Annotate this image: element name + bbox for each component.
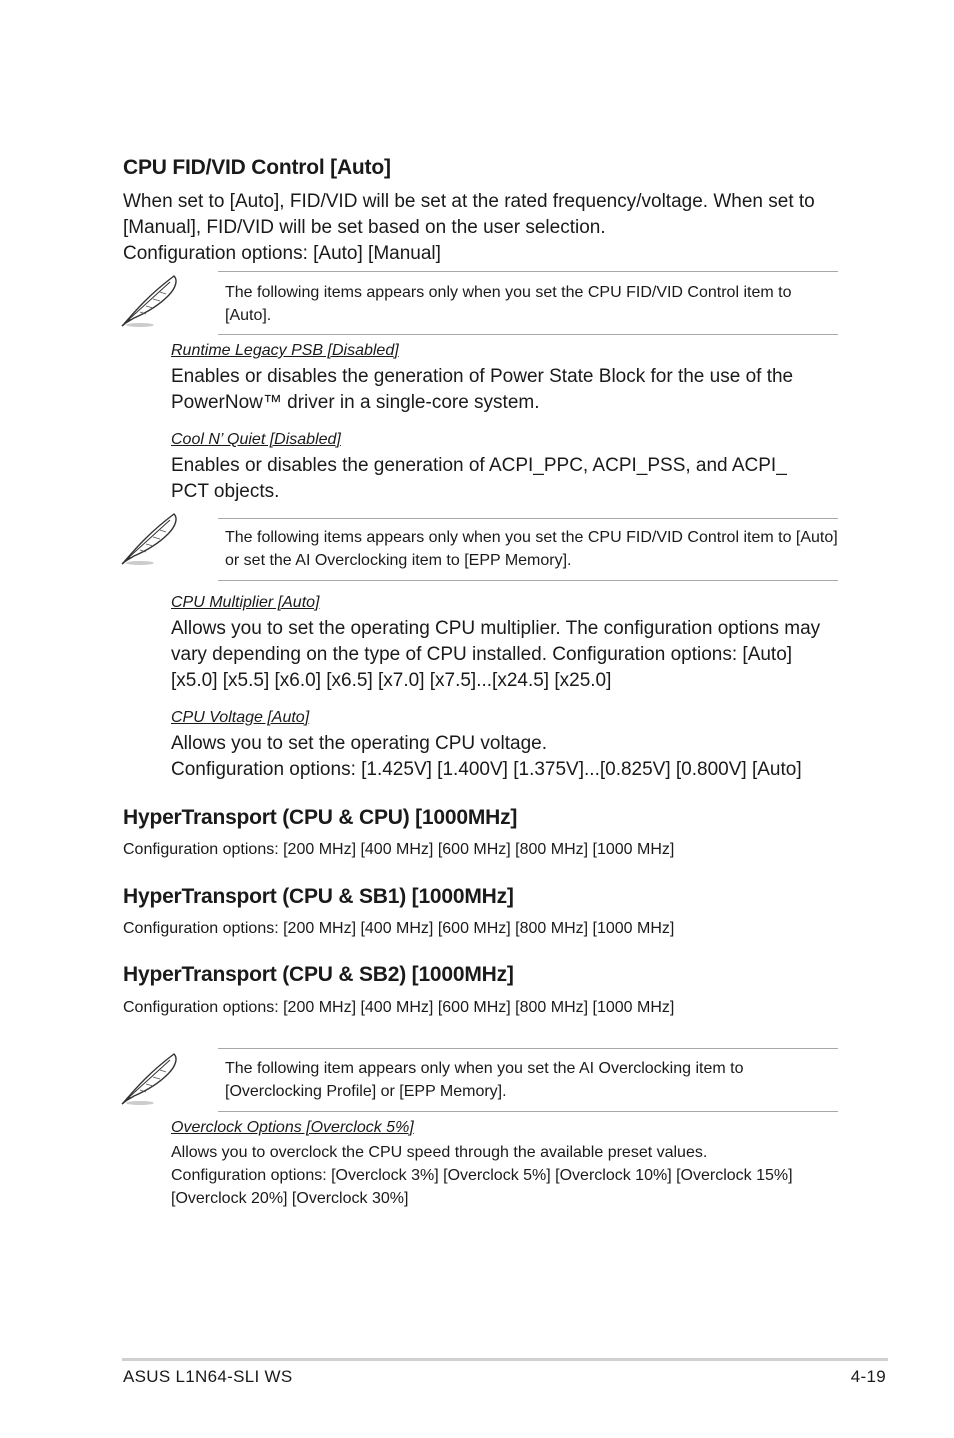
feather-quill-icon <box>120 272 182 328</box>
note-text-3: The following item appears only when you set the AI Overclocking item to [Overclocking Profile] or [EPP Memory]. <box>225 1060 744 1100</box>
overclock-description: Allows you to overclock the CPU speed through the available preset values. <box>171 1144 708 1161</box>
section-title-fidvid: CPU FID/VID Control [Auto] <box>123 156 391 179</box>
feather-quill-icon <box>120 1050 182 1106</box>
footer-page-number: 4-19 <box>850 1367 886 1386</box>
ht-cpu-cpu-options: Configuration options: [200 MHz] [400 MHz] [600 MHz] [800 MHz] [1000 MHz] <box>123 841 675 858</box>
fidvid-description: When set to [Auto], FID/VID will be set at the rated frequency/voltage. When set to [Manual], FID/VID will be set based on the user selection. <box>123 191 815 238</box>
note-rule-top <box>218 518 838 519</box>
cpu-voltage-options: Configuration options: [1.425V] [1.400V] [1.375V]...[0.825V] [0.800V] [Auto] <box>171 759 802 780</box>
subitem-title-overclock-options: Overclock Options [Overclock 5%] <box>171 1119 414 1136</box>
ht-cpu-sb2-options: Configuration options: [200 MHz] [400 MHz] [600 MHz] [800 MHz] [1000 MHz] <box>123 999 675 1016</box>
fidvid-options: Configuration options: [Auto] [Manual] <box>123 243 441 264</box>
note-text-1: The following items appears only when you set the CPU FID/VID Control item to [Auto]. <box>225 284 792 324</box>
section-title-ht-cpu-sb1: HyperTransport (CPU & SB1) [1000MHz] <box>123 885 514 908</box>
subitem-title-cpu-multiplier: CPU Multiplier [Auto] <box>171 594 320 611</box>
subitem-title-runtime-psb: Runtime Legacy PSB [Disabled] <box>171 342 399 359</box>
subitem-title-cpu-voltage: CPU Voltage [Auto] <box>171 709 310 726</box>
runtime-psb-description: Enables or disables the generation of Power State Block for the use of the PowerNow™ driver in a single-core system. <box>171 366 794 413</box>
note-rule-bottom <box>218 580 838 581</box>
footer-rule <box>122 1358 888 1361</box>
section-title-ht-cpu-sb2: HyperTransport (CPU & SB2) [1000MHz] <box>123 963 514 986</box>
ht-cpu-sb1-options: Configuration options: [200 MHz] [400 MHz] [600 MHz] [800 MHz] [1000 MHz] <box>123 920 675 937</box>
subitem-title-cool-n-quiet: Cool N’ Quiet [Disabled] <box>171 431 341 448</box>
note-rule-top <box>218 271 838 272</box>
overclock-options: Configuration options: [Overclock 3%] [Overclock 5%] [Overclock 10%] [Overclock 15%] [Overclock 20%] [Overclock 30%] <box>171 1167 793 1207</box>
note-rule-bottom <box>218 334 838 335</box>
cool-n-quiet-description: Enables or disables the generation of ACPI_PPC, ACPI_PSS, and ACPI_ PCT objects. <box>171 455 787 502</box>
feather-quill-icon <box>120 510 182 566</box>
note-rule-top <box>218 1048 838 1049</box>
note-rule-bottom <box>218 1111 838 1112</box>
note-text-2: The following items appears only when you set the CPU FID/VID Control item to [Auto] or set the AI Overclocking item to [EPP Memory]. <box>225 529 838 569</box>
cpu-multiplier-description: Allows you to set the operating CPU multiplier. The configuration options may vary depending on the type of CPU installed. Configuration options: [Auto] [x5.0] [x5.5] [x6.0] [x6.5] [x7.0] [x7.5]...[x24.5] [x25.0] <box>171 618 821 691</box>
cpu-voltage-line1: Allows you to set the operating CPU voltage. <box>171 733 547 754</box>
section-title-ht-cpu-cpu: HyperTransport (CPU & CPU) [1000MHz] <box>123 806 518 829</box>
footer-product-name: ASUS L1N64-SLI WS <box>123 1367 293 1386</box>
